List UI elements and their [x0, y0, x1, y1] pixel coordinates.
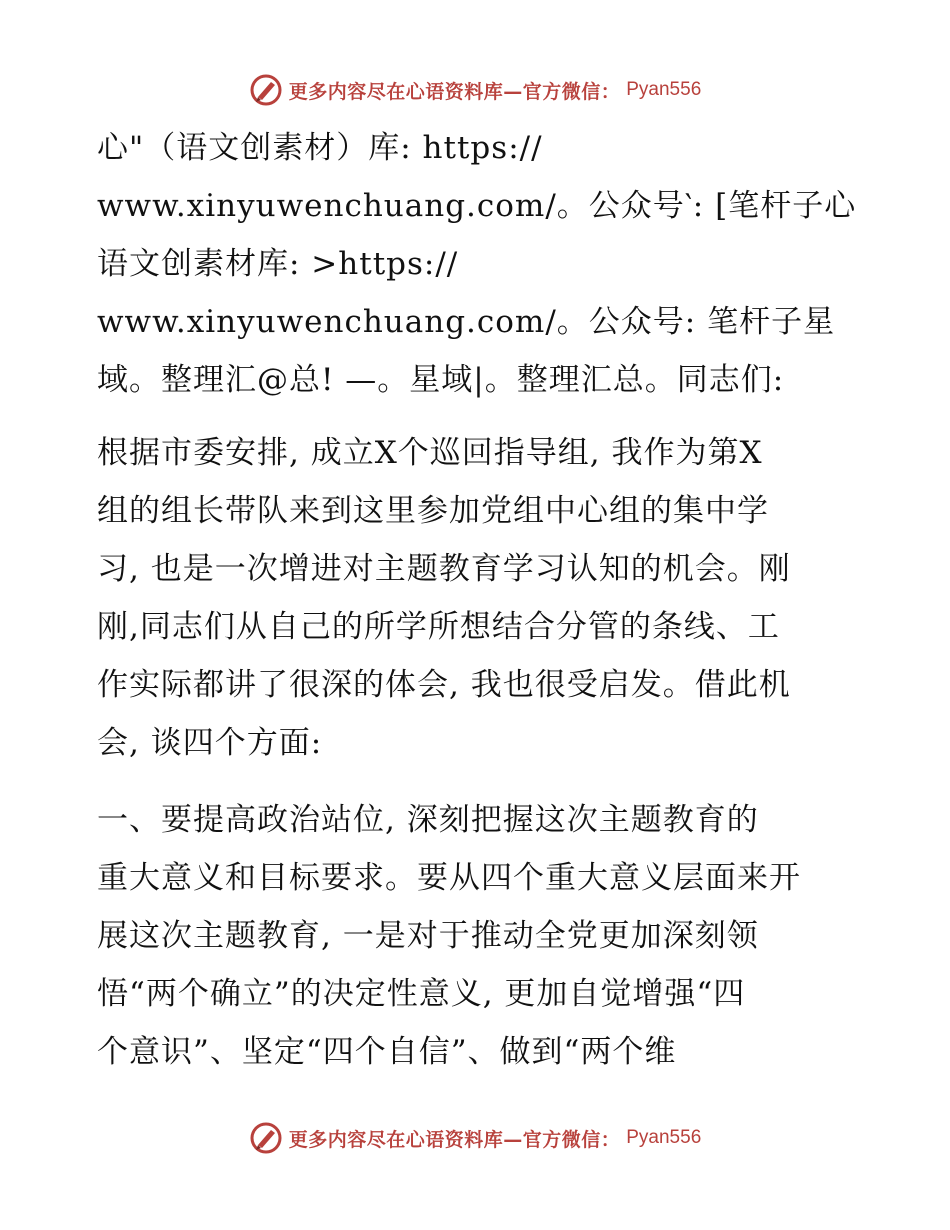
- footer-watermark: [0, 1118, 950, 1158]
- text-line: 心"（语文创素材）库: https://: [97, 130, 543, 166]
- text-line: 语文创素材库: >https://: [97, 246, 459, 282]
- wechat-id: Pyan556: [626, 79, 702, 100]
- wechat-id: Pyan556: [626, 1127, 702, 1148]
- text-line: 个意识”、坚定“四个自信”、做到“两个维: [97, 1034, 677, 1070]
- header-watermark: [0, 70, 950, 110]
- text-line: 会, 谈四个方面:: [97, 725, 323, 761]
- text-line: 悟“两个确立”的决定性意义, 更加自觉增强“四: [97, 976, 746, 1012]
- banner-text: 更多内容尽在心语资料库—官方微信：: [288, 1128, 621, 1151]
- text-line: 作实际都讲了很深的体会, 我也很受启发。借此机: [97, 667, 791, 703]
- text-line: 习, 也是一次增进对主题教育学习认知的机会。刚: [97, 551, 791, 587]
- text-line: 一、要提高政治站位, 深刻把握这次主题教育的: [97, 802, 759, 838]
- banner-text: 更多内容尽在心语资料库—官方微信：: [288, 80, 621, 103]
- text-line: www.xinyuwenchuang.com/。公众号: 笔杆子星: [97, 304, 836, 340]
- brush-logo-icon: [249, 1121, 283, 1155]
- text-line: 根据市委安排, 成立X个巡回指导组, 我作为第X: [97, 435, 763, 471]
- text-line: 组的组长带队来到这里参加党组中心组的集中学: [97, 493, 769, 529]
- text-line: www.xinyuwenchuang.com/。公众号‵: [笔杆子心: [97, 188, 857, 224]
- text-line: 展这次主题教育, 一是对于推动全党更加深刻领: [97, 918, 759, 954]
- text-line: 域。整理汇@总! —。星域|。整理汇总。同志们:: [97, 362, 785, 398]
- brush-logo-icon: [249, 73, 283, 107]
- text-line: 重大意义和目标要求。要从四个重大意义层面来开: [97, 860, 801, 896]
- text-line: 刚,同志们从自己的所学所想结合分管的条线、工: [97, 609, 780, 645]
